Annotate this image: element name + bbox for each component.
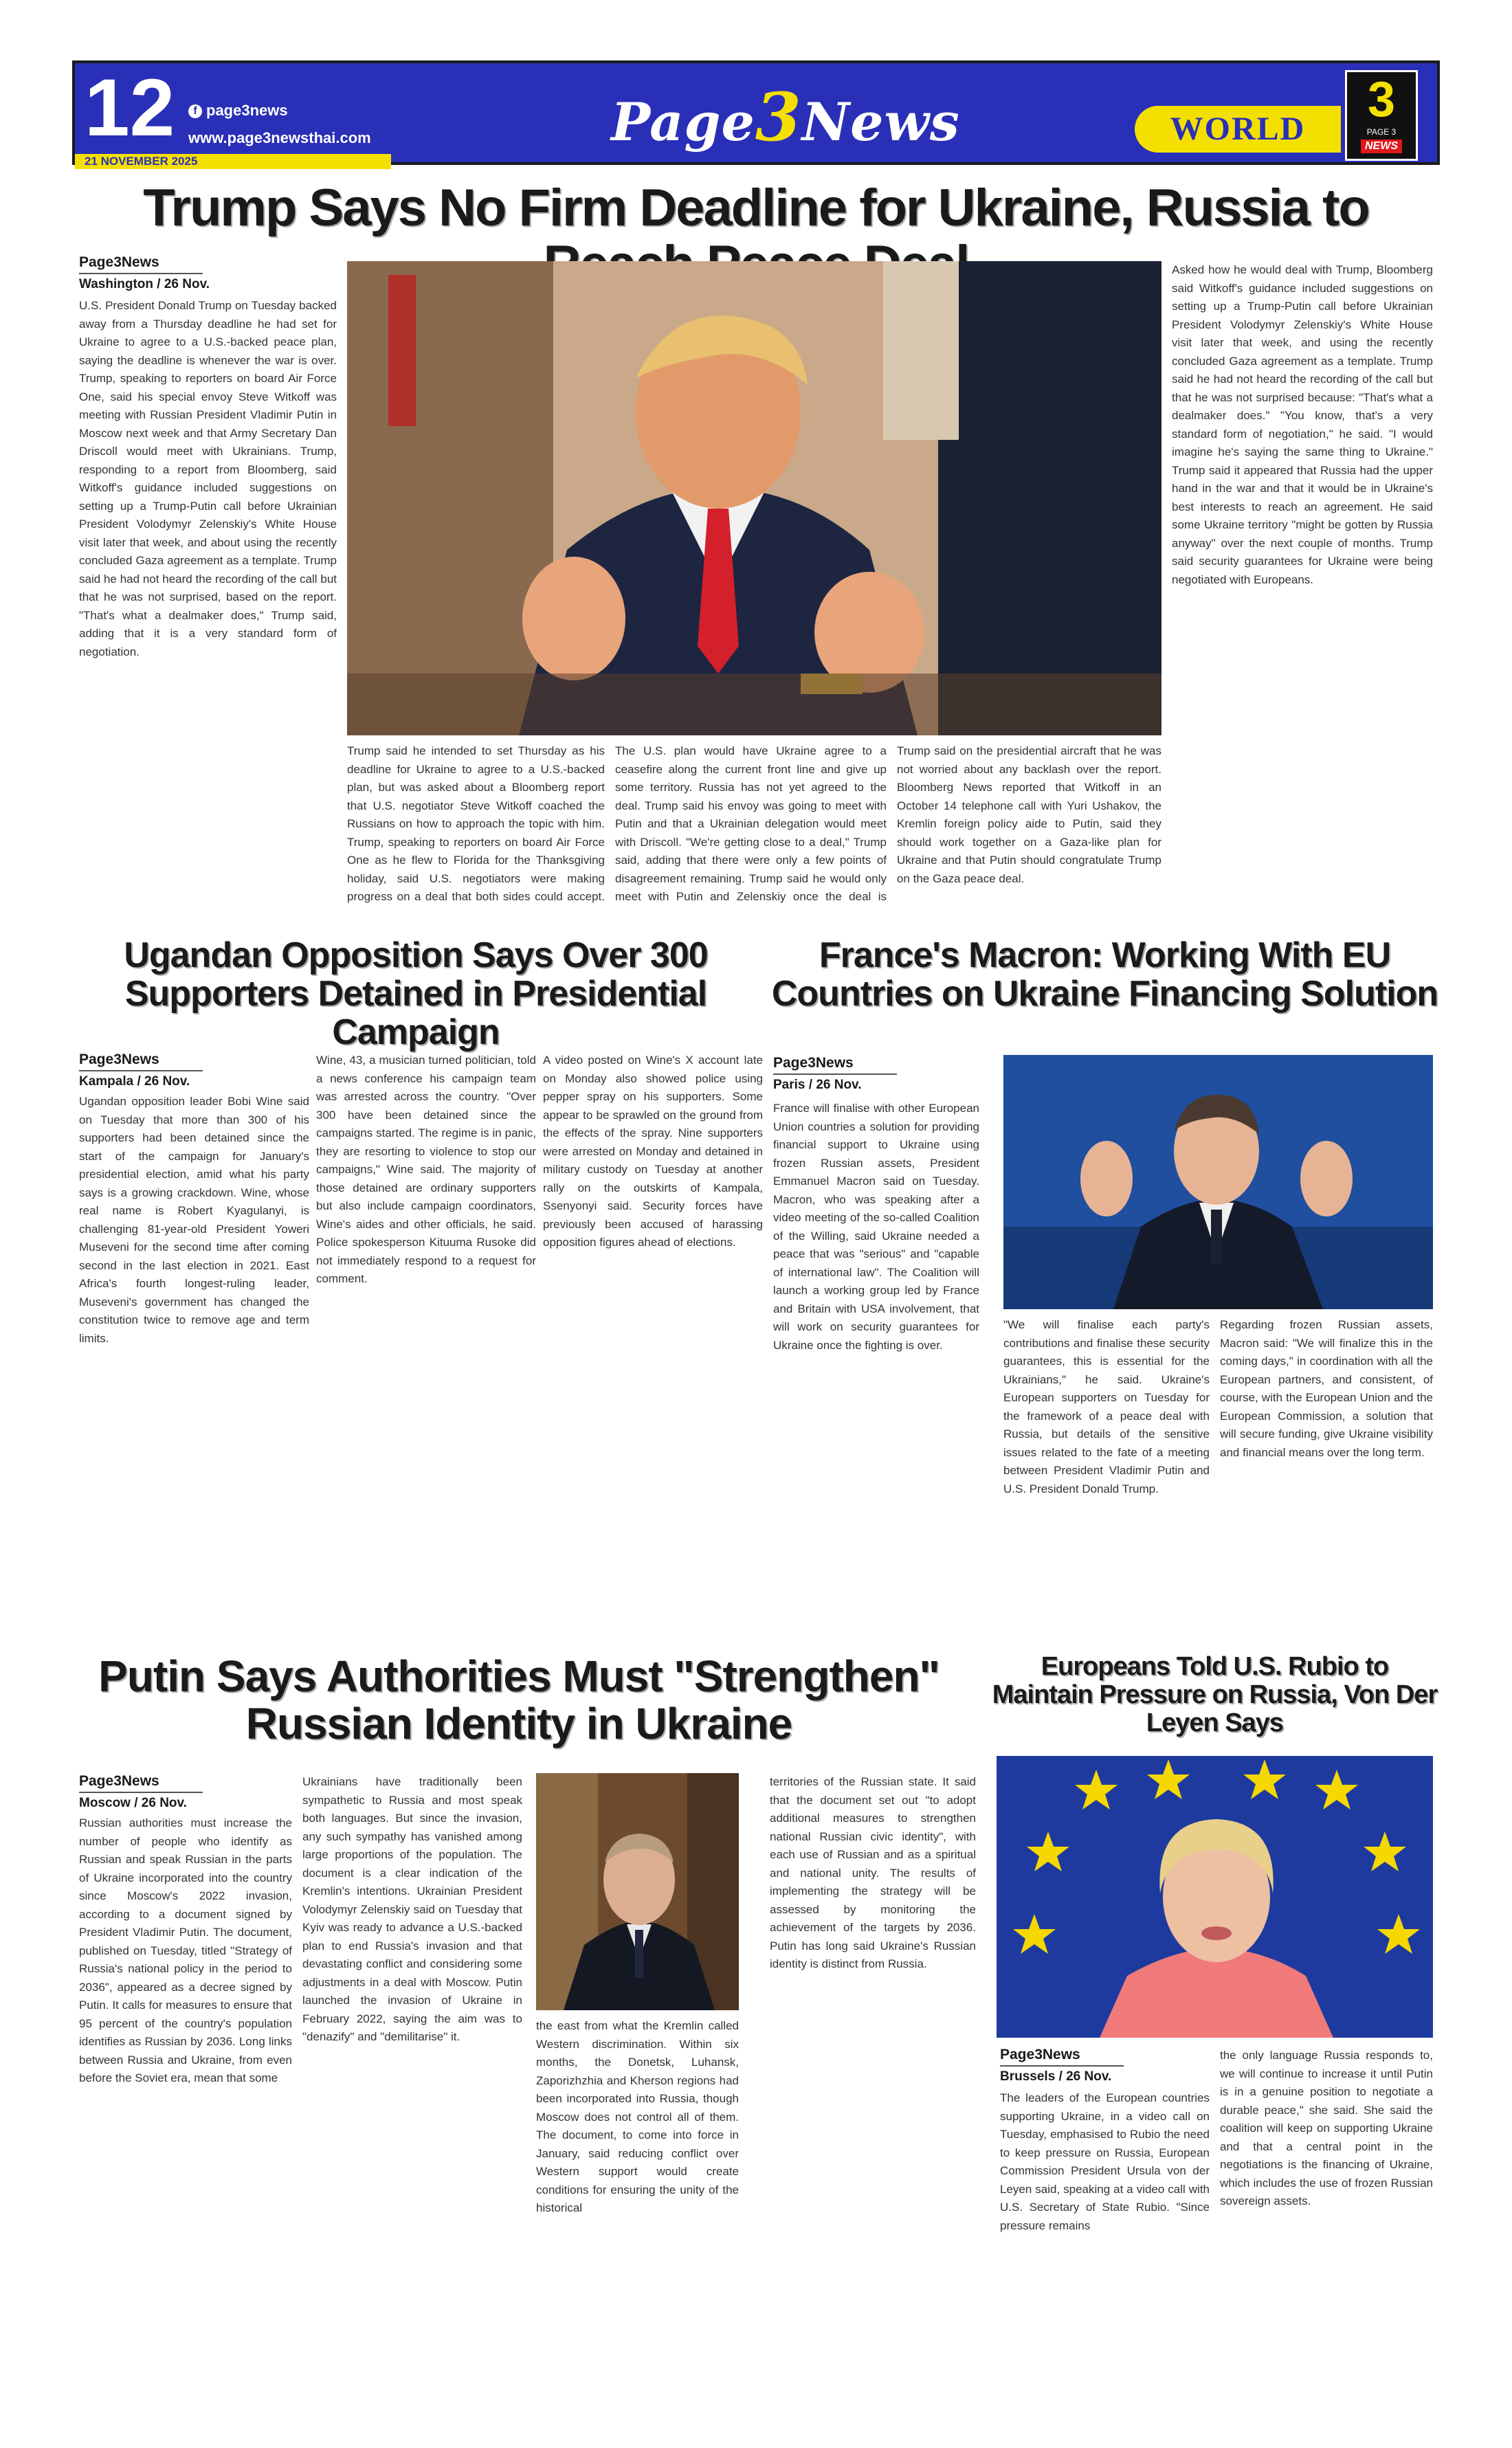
macron-body-col-1: France will finalise with other European Union countries a solution for providing financial support to Ukraine using frozen Russian assets, President Emmanuel Macron said on Tuesday. Macron, who was speaking after a video meeting of the so-called Coalition of the Willing, said Ukraine needed a peace that was "serious" and "capable of international law". The Coalition will launch a working group led by France and Britain with USA involvement, that will work on security guarantees for Ukraine once the fighting is over. xyxy=(773,1102,979,1352)
uganda-body-col-1: Ugandan opposition leader Bobi Wine said on Tuesday that more than 300 of his supporters had been detained since the start of the campaign for January's presidential election, amid what his party says is a growing crackdown. Wine, whose real name is Robert Kyagulanyi, is challenging 81-year-old President Yoweri Museveni for the second time after coming second in the last election in 2021. East Africa's fourth longest-ruling leader, Museveni's government has changed the constitution twice to remove age and term limits. xyxy=(79,1095,309,1345)
putin-body-col-3: the east from what the Kremlin called Western discrimination. Within six months, the Donetsk, Luhansk, Zaporizhzhia and Kherson regions had been incorporated into Russia, though Moscow does not control all of them. The document, to come into force in January, said reducing conflict over Western support would create conditions for ensuring the unity of the historical xyxy=(536,2019,739,2214)
logo-left: Page xyxy=(611,91,755,153)
putin-body-col-2: Ukrainians have traditionally been sympathetic to Russia and most speak both languages. But since the invasion, any such sympathy has vanished among large proportions of the population. The document is a clear indication of the Kremlin's intentions. Ukrainian President Volodymyr Zelenskiy said on Tuesday that Kyiv was ready to advance a U.S.-backed plan to end Russia's invasion and that devastating conflict and considering some adjustments in a deal with Moscow. Putin launched the invasion of Ukraine in February 2022, saying the aim was to "denazify" and "demilitarise" it. xyxy=(302,1775,522,2043)
brand-badge-icon xyxy=(1345,70,1418,161)
trump-photo xyxy=(347,261,1161,735)
page-number: 12 xyxy=(85,63,175,153)
putin-photo-image xyxy=(536,1773,739,2010)
byline-location: Brussels / 26 Nov. xyxy=(1000,2069,1112,2084)
facebook-icon: f xyxy=(188,104,202,118)
social-handle-text: page3news xyxy=(206,102,288,119)
trump-body-col-4: Trump said on the presidential aircraft that he was not worried about any backlash over the report. Bloomberg News reported that Witkoff in an October 14 telephone call with Yuri Ushakov, the Kremlin foreign policy aide to Putin, said they should work together on a Gaza-like plan for Ukraine and that Putin should congratulate Trump on the Gaza peace deal. xyxy=(897,744,1161,885)
logo-number: 3 xyxy=(755,78,802,156)
byline-source: Page3News xyxy=(79,1051,203,1071)
byline-source: Page3News xyxy=(773,1055,897,1075)
trump-body-col-3: The U.S. plan would have Ukraine agree to a ceasefire along the current front line and give up some territory. Russia has not yet agreed to the deal. Trump said his envoy was going to meet with Putin and that a Ukrainian delegation would meet with Driscoll. "We're getting close to a deal," Trump said, adding that there were only a few points of disagreement remaining. Trump said he would only meet with Putin and Zelenskiy once the deal is xyxy=(615,744,887,903)
trump-body-col-2: Trump said he intended to set Thursday as his deadline for Ukraine to agree to a U.S.-backed plan, but was asked about a Bloomberg report that U.S. negotiator Steve Witkoff coached the Russians on how to approach the topic with him. Trump, speaking to reporters on board Air Force One as he flew to Florida for the Thanksgiving holiday, said U.S. negotiators were making progress on a deal that both sides could accept. xyxy=(347,744,605,903)
putin-body-col-4: territories of the Russian state. It said that the document set out "to adopt additional measures to strengthen national Russian civic identity", with each use of Russian and as a spiritual and national unity. The results of implementing the strategy will be assessed by monitoring the achievement of the targets by 2036. Putin has long said Ukraine's Russian identity is distinct from Russia. xyxy=(770,1775,976,1970)
badge-number: 3 xyxy=(1367,72,1396,127)
eu-byline xyxy=(1000,2047,1124,2084)
uganda-body-col-3: A video posted on Wine's X account late on Monday also showed police using pepper spray on his supporters. Some appear to be sprawled on the ground from the effects of the spray. Nine supporters were arrested on Monday and detained in military custody on Tuesday at another rally on the outskirts of Kampala, Ssenyonyi said. Security forces have previously been accused of harassing opposition figures ahead of elections. xyxy=(543,1054,763,1249)
social-handle[interactable] xyxy=(188,102,288,120)
uganda-byline xyxy=(79,1051,203,1089)
website-link[interactable]: www.page3newsthai.com xyxy=(188,129,371,146)
logo-right: News xyxy=(801,91,960,153)
macron-byline xyxy=(773,1055,897,1093)
byline-location: Moscow / 26 Nov. xyxy=(79,1796,187,1810)
putin-body-col-1: Russian authorities must increase the number of people who identify as Russian and speak Russian in the parts of Ukraine incorporated into the country since Moscow's 2022 invasion, according to a document signed by President Vladimir Putin. The document, published on Tuesday, titled "Strategy of Russia's national policy in the period to 2036", appeared as a decree signed by Putin. It calls for measures to ensure that 95 percent of the country's population identifies as Russian by 2036. Long links between Russia and Ukraine, from even before the Soviet era, mean that some xyxy=(79,1816,292,2084)
macron-photo xyxy=(1003,1055,1433,1309)
macron-body-col-2: "We will finalise each party's contributions and finalise these security guarantees, this is essential for the Ukrainians," he said. Ukraine's European supporters on Tuesday for the framework of a peace deal with Russia, but details of the sensitive issues related to the fate of a meeting between President Vladimir Putin and U.S. President Donald Trump. xyxy=(1003,1318,1210,1495)
putin-headline: Putin Says Authorities Must "Strengthen" Russian Identity in Ukraine xyxy=(98,1651,940,1749)
byline-location: Washington / 26 Nov. xyxy=(79,277,210,291)
uganda-body-col-2: Wine, 43, a musician turned politician, told a news conference his campaign team was arrested across the country. "Over 300 have been detained since the campaigns started. The regime is in panic, they are resorting to violence to stop our campaigns," Wine said. The majority of those detained are ordinary supporters but also include campaign coordinators, Wine's aides and other officials, he said. Police spokesperson Kituuma Rusoke did not immediately respond to a request for comment. xyxy=(316,1054,536,1285)
uganda-headline: Ugandan Opposition Says Over 300 Supporters Detained in Presidential Campaign xyxy=(124,935,708,1053)
eu-body-col-2: the only language Russia responds to, we will continue to increase it until Putin is in a genuine position to negotiate a durable peace," she said. She said the coalition will keep on supporting Ukraine and that a central point in the negotiations is the financing of Ukraine, which includes the use of frozen Russian sovereign assets. xyxy=(1220,2049,1433,2207)
macron-photo-image xyxy=(1003,1055,1433,1309)
issue-date: 21 NOVEMBER 2025 xyxy=(75,154,391,169)
trump-byline xyxy=(79,254,210,292)
macron-headline: France's Macron: Working With EU Countries on Ukraine Financing Solution xyxy=(771,935,1438,1014)
putin-photo xyxy=(536,1773,739,2010)
von-der-leyen-photo xyxy=(997,1756,1433,2038)
macron-body-col-3: Regarding frozen Russian assets, Macron said: "We will finalize this in the coming days," in coordination with all the European partners, and consistent, of course, with the European Union and the European Commission, a solution that will secure funding, give Ukraine visibility and financial means over the long term. xyxy=(1220,1318,1433,1459)
trump-body-col-1: U.S. President Donald Trump on Tuesday backed away from a Thursday deadline he had set for Ukraine to agree to a U.S.-backed peace plan, saying the deadline is whenever the war is over. Trump, speaking to reporters on board Air Force One, said his special envoy Steve Witkoff was meeting with Russian President Vladimir Putin in Moscow next week and that Army Secretary Dan Driscoll would meet with Ukrainians. Trump, responding to a report from Bloomberg, said Witkoff's guidance included suggestions on setting up a Trump-Putin call before Ukrainian President Volodymyr Zelenskiy's White House visit later that week, and about using the recently concluded Gaza agreement as a template. Trump said he had not heard the recording of the call but that he was not surprised, based on the report. "That's what a dealmaker does," Trump said, adding that it is a very standard form of negotiation. xyxy=(79,299,337,658)
trump-photo-image xyxy=(347,261,1161,735)
newspaper-logo xyxy=(611,78,960,156)
section-label: WORLD xyxy=(1135,106,1341,153)
von-der-leyen-photo-image xyxy=(997,1756,1433,2038)
byline-location: Kampala / 26 Nov. xyxy=(79,1074,190,1089)
eu-body-col-1: The leaders of the European countries supporting Ukraine, in a video call on Tuesday, emphasised to Rubio the need to keep pressure on Russia, European Commission President Ursula von der Leyen said, speaking at a video call with U.S. Secretary of State Rubio. "Since pressure remains xyxy=(1000,2091,1210,2232)
trump-body-col-5: Asked how he would deal with Trump, Bloomberg said Witkoff's guidance included suggestions on setting up a Trump-Putin call before Ukrainian President Volodymyr Zelenskiy's White House visit later that week, and using the recently concluded Gaza agreement as a template. Trump said he had not heard the recording of the call but that he was not surprised because: "That's what a dealmaker does." "You know, that's a very standard form of negotiation," he said. "I would imagine he's saying the same thing to Ukraine." Trump said it appeared that Russia had the upper hand in the war and that it would be in Ukraine's best interests to reach an agreement. He said some Ukraine territory "might be gotten by Russia anyway" over the next couple of months. Trump said security guarantees for Ukraine were being negotiated with Europeans. xyxy=(1172,263,1433,586)
byline-source: Page3News xyxy=(79,1773,203,1793)
putin-byline xyxy=(79,1773,203,1811)
byline-source: Page3News xyxy=(79,254,203,274)
badge-news: NEWS xyxy=(1361,140,1402,153)
eu-headline: Europeans Told U.S. Rubio to Maintain Pressure on Russia, Von Der Leyen Says xyxy=(992,1652,1438,1738)
byline-source: Page3News xyxy=(1000,2047,1124,2067)
trump-headline: Trump Says No Firm Deadline for Ukraine, Russia to xyxy=(143,179,1369,237)
badge-text: PAGE 3 xyxy=(1366,127,1397,137)
byline-location: Paris / 26 Nov. xyxy=(773,1078,862,1092)
masthead xyxy=(72,60,1440,168)
